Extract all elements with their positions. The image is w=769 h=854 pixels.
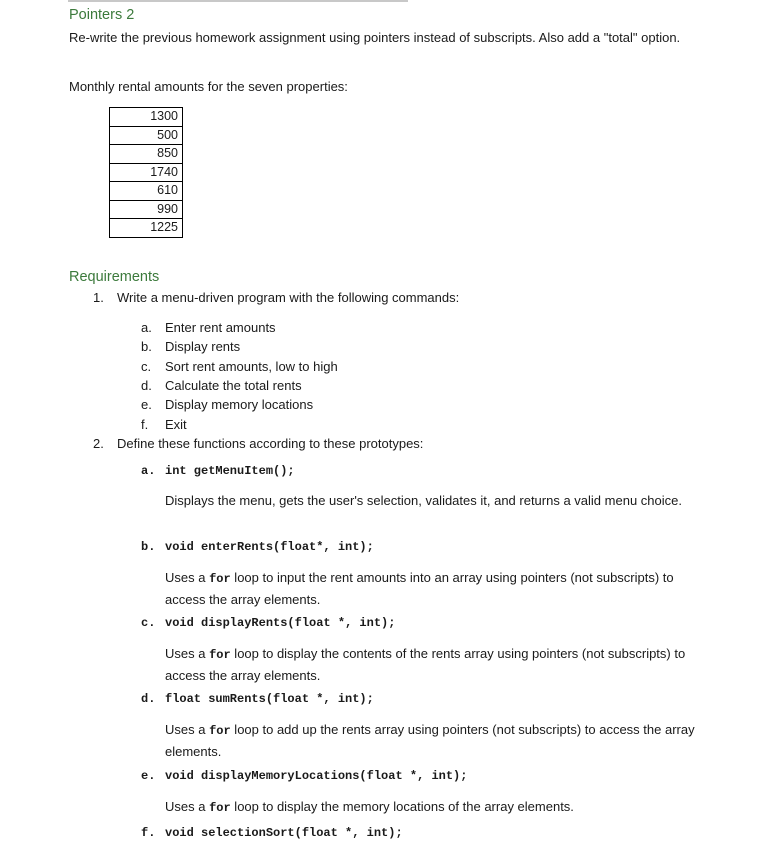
intro-paragraph: Re-write the previous homework assignment using pointers instead of subscripts. Also add a "total" option.	[69, 30, 681, 45]
command-letter: c.	[141, 359, 152, 374]
function-letter: b.	[141, 540, 156, 554]
table-row	[110, 145, 183, 164]
table-row	[110, 182, 183, 201]
for-keyword: for	[209, 724, 231, 738]
function-prototype: int getMenuItem();	[165, 464, 295, 478]
rent-cell: 610	[110, 182, 183, 201]
command-item: Display memory locations	[165, 397, 314, 412]
function-prototype: float sumRents(float *, int);	[165, 692, 374, 706]
rent-caption: Monthly rental amounts for the seven properties:	[69, 79, 348, 94]
desc-text: Uses a	[165, 799, 210, 814]
function-description	[165, 568, 700, 609]
command-letter: e.	[141, 397, 152, 412]
table-row	[110, 108, 183, 127]
command-letter: d.	[141, 378, 152, 393]
function-description: Displays the menu, gets the user's selection, validates it, and returns a valid menu choice.	[165, 493, 682, 508]
rent-cell: 1300	[110, 108, 183, 127]
command-letter: f.	[141, 417, 149, 432]
command-item: Sort rent amounts, low to high	[165, 359, 338, 374]
command-letter: a.	[141, 320, 152, 335]
req1-text: Write a menu-driven program with the following commands:	[117, 290, 460, 305]
rent-cell: 1225	[110, 219, 183, 238]
desc-text: loop to add up the rents array using pointers (not subscripts) to access the array elements.	[165, 722, 695, 759]
function-letter: a.	[141, 464, 156, 478]
req2-text: Define these functions according to these prototypes:	[117, 436, 424, 451]
top-border	[68, 0, 408, 2]
rent-cell: 1740	[110, 163, 183, 182]
function-letter: d.	[141, 692, 156, 706]
function-letter: f.	[141, 826, 156, 840]
table-row	[110, 126, 183, 145]
function-prototype: void displayMemoryLocations(float *, int);	[165, 769, 468, 783]
function-description	[165, 797, 700, 819]
function-letter: c.	[141, 616, 156, 630]
desc-text: loop to input the rent amounts into an array using pointers (not subscripts) to access the array elements.	[165, 570, 674, 607]
command-item: Exit	[165, 417, 187, 432]
function-prototype: void displayRents(float *, int);	[165, 616, 396, 630]
for-keyword: for	[209, 572, 231, 586]
req1-number: 1.	[93, 290, 104, 305]
rent-cell: 500	[110, 126, 183, 145]
command-letter: b.	[141, 339, 152, 354]
function-letter: e.	[141, 769, 156, 783]
command-item: Display rents	[165, 339, 241, 354]
desc-text: loop to display the memory locations of the array elements.	[230, 799, 574, 814]
function-prototype: void selectionSort(float *, int);	[165, 826, 403, 840]
table-row	[110, 163, 183, 182]
function-prototype: void enterRents(float*, int);	[165, 540, 374, 554]
rent-table	[109, 107, 183, 238]
function-description	[165, 720, 700, 761]
rent-cell: 850	[110, 145, 183, 164]
command-item: Calculate the total rents	[165, 378, 302, 393]
rent-cell: 990	[110, 200, 183, 219]
requirements-heading: Requirements	[69, 269, 160, 285]
desc-text: loop to display the contents of the rents array using pointers (not subscripts) to access the array elements.	[165, 646, 686, 683]
desc-text: Uses a	[165, 570, 210, 585]
table-row	[110, 219, 183, 238]
command-item: Enter rent amounts	[165, 320, 276, 335]
for-keyword: for	[209, 801, 231, 815]
page-title: Pointers 2	[69, 7, 135, 23]
table-row	[110, 200, 183, 219]
function-description	[165, 644, 700, 685]
desc-text: Uses a	[165, 646, 210, 661]
desc-text: Uses a	[165, 722, 210, 737]
req2-number: 2.	[93, 436, 104, 451]
for-keyword: for	[209, 648, 231, 662]
